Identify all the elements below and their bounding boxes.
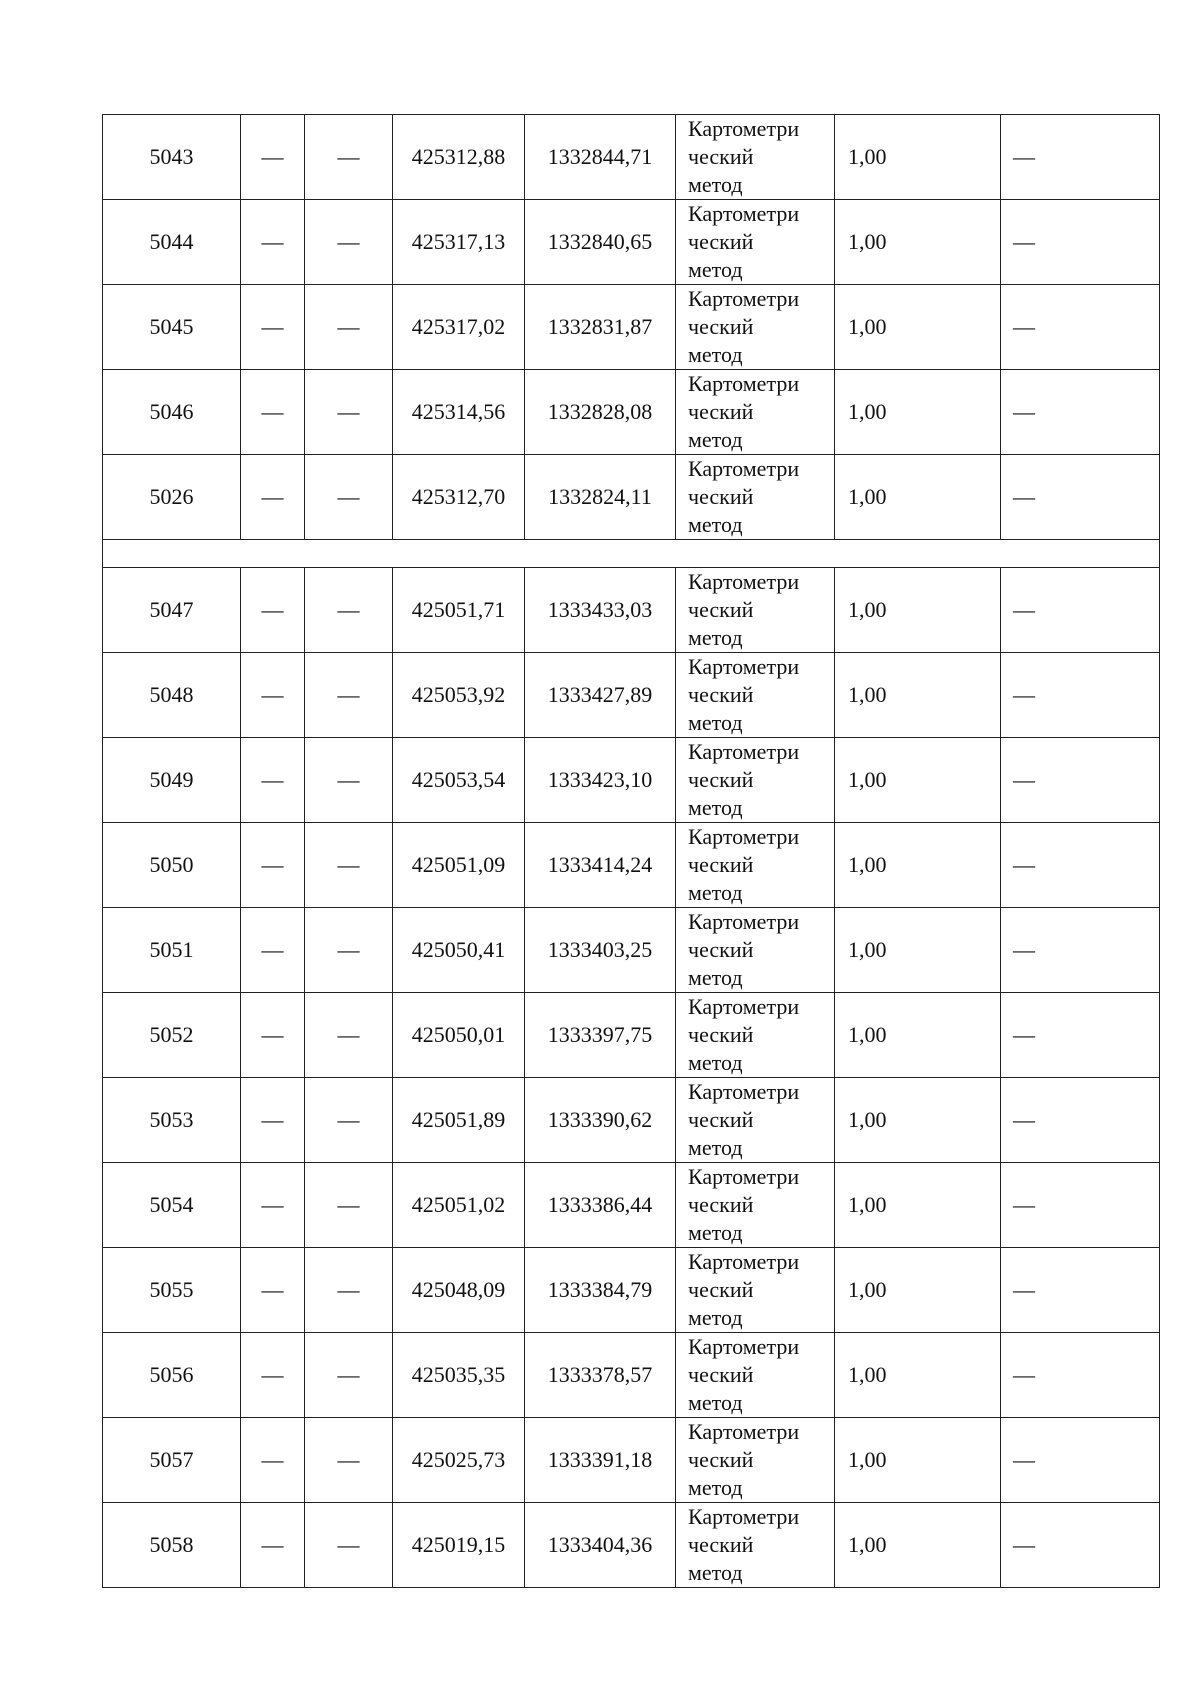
y-coordinate-cell: 1333404,36 — [525, 1503, 676, 1588]
method-text-line: метод — [688, 1305, 743, 1330]
method-text-line: метод — [688, 172, 743, 197]
method-text-line: метод — [688, 1390, 743, 1415]
accuracy-cell: 1,00 — [835, 993, 1001, 1078]
method-text-line: метод — [688, 1135, 743, 1160]
dash-cell: — — [305, 738, 393, 823]
x-coordinate-cell: 425317,02 — [393, 285, 525, 370]
method-text-line: метод — [688, 625, 743, 650]
method-text-line: метод — [688, 427, 743, 452]
table-row — [103, 908, 1160, 993]
method-text-line: метод — [688, 342, 743, 367]
dash-cell: — — [241, 1418, 305, 1503]
dash-cell: — — [305, 1418, 393, 1503]
y-coordinate-cell: 1332828,08 — [525, 370, 676, 455]
coordinates-table — [102, 114, 1160, 1588]
dash-cell: — — [305, 1248, 393, 1333]
method-cell — [676, 1418, 835, 1503]
method-text-line: метод — [688, 880, 743, 905]
x-coordinate-cell: 425317,13 — [393, 200, 525, 285]
method-text-line: Картометри — [688, 994, 800, 1019]
method-text-line: ческий — [688, 1362, 754, 1387]
point-number-cell: 5051 — [103, 908, 241, 993]
x-coordinate-cell: 425314,56 — [393, 370, 525, 455]
accuracy-cell: 1,00 — [835, 1333, 1001, 1418]
accuracy-cell: 1,00 — [835, 1078, 1001, 1163]
dash-cell: — — [305, 1078, 393, 1163]
point-number-cell: 5058 — [103, 1503, 241, 1588]
method-text-line: ческий — [688, 1447, 754, 1472]
method-cell — [676, 115, 835, 200]
table-row — [103, 993, 1160, 1078]
dash-cell: — — [305, 115, 393, 200]
method-text-line: Картометри — [688, 456, 800, 481]
dash-cell: — — [241, 1503, 305, 1588]
dash-cell: — — [1001, 115, 1160, 200]
dash-cell: — — [305, 823, 393, 908]
y-coordinate-cell: 1333423,10 — [525, 738, 676, 823]
y-coordinate-cell: 1332831,87 — [525, 285, 676, 370]
dash-cell: — — [241, 455, 305, 540]
dash-cell: — — [241, 285, 305, 370]
accuracy-cell: 1,00 — [835, 370, 1001, 455]
accuracy-cell: 1,00 — [835, 653, 1001, 738]
method-text-line: ческий — [688, 1277, 754, 1302]
method-cell — [676, 568, 835, 653]
x-coordinate-cell: 425053,92 — [393, 653, 525, 738]
y-coordinate-cell: 1332824,11 — [525, 455, 676, 540]
accuracy-cell: 1,00 — [835, 455, 1001, 540]
dash-cell: — — [1001, 1333, 1160, 1418]
method-text-line: метод — [688, 965, 743, 990]
table-row — [103, 1333, 1160, 1418]
point-number-cell: 5045 — [103, 285, 241, 370]
accuracy-cell: 1,00 — [835, 1163, 1001, 1248]
dash-cell: — — [305, 455, 393, 540]
table-row — [103, 455, 1160, 540]
y-coordinate-cell: 1333391,18 — [525, 1418, 676, 1503]
dash-cell: — — [305, 200, 393, 285]
dash-cell: — — [241, 653, 305, 738]
method-text-line: Картометри — [688, 1079, 800, 1104]
dash-cell: — — [1001, 200, 1160, 285]
dash-cell: — — [241, 370, 305, 455]
method-cell — [676, 1333, 835, 1418]
y-coordinate-cell: 1333384,79 — [525, 1248, 676, 1333]
method-text-line: метод — [688, 257, 743, 282]
method-cell — [676, 200, 835, 285]
dash-cell: — — [305, 285, 393, 370]
method-text-line: Картометри — [688, 1164, 800, 1189]
method-text-line: Картометри — [688, 909, 800, 934]
method-text-line: Картометри — [688, 824, 800, 849]
dash-cell: — — [241, 115, 305, 200]
dash-cell: — — [241, 1163, 305, 1248]
x-coordinate-cell: 425053,54 — [393, 738, 525, 823]
dash-cell: — — [305, 1163, 393, 1248]
method-cell — [676, 285, 835, 370]
table-row — [103, 823, 1160, 908]
table-row — [103, 1418, 1160, 1503]
method-text-line: ческий — [688, 399, 754, 424]
dash-cell: — — [1001, 738, 1160, 823]
table-row — [103, 200, 1160, 285]
point-number-cell: 5026 — [103, 455, 241, 540]
x-coordinate-cell: 425025,73 — [393, 1418, 525, 1503]
dash-cell: — — [1001, 1503, 1160, 1588]
method-text-line: Картометри — [688, 1419, 800, 1444]
method-text-line: Картометри — [688, 116, 800, 141]
method-text-line: Картометри — [688, 201, 800, 226]
x-coordinate-cell: 425051,09 — [393, 823, 525, 908]
point-number-cell: 5050 — [103, 823, 241, 908]
table-row — [103, 115, 1160, 200]
dash-cell: — — [241, 993, 305, 1078]
dash-cell: — — [1001, 370, 1160, 455]
y-coordinate-cell: 1332844,71 — [525, 115, 676, 200]
accuracy-cell: 1,00 — [835, 1248, 1001, 1333]
point-number-cell: 5053 — [103, 1078, 241, 1163]
dash-cell: — — [241, 568, 305, 653]
method-text-line: Картометри — [688, 654, 800, 679]
table-row — [103, 1503, 1160, 1588]
x-coordinate-cell: 425050,01 — [393, 993, 525, 1078]
y-coordinate-cell: 1333378,57 — [525, 1333, 676, 1418]
method-text-line: метод — [688, 795, 743, 820]
method-text-line: Картометри — [688, 1249, 800, 1274]
x-coordinate-cell: 425035,35 — [393, 1333, 525, 1418]
point-number-cell: 5057 — [103, 1418, 241, 1503]
y-coordinate-cell: 1333386,44 — [525, 1163, 676, 1248]
dash-cell: — — [1001, 455, 1160, 540]
dash-cell: — — [241, 738, 305, 823]
method-text-line: метод — [688, 1560, 743, 1585]
separator-cell — [103, 540, 1160, 568]
method-text-line: метод — [688, 512, 743, 537]
method-text-line: Картометри — [688, 1504, 800, 1529]
method-text-line: ческий — [688, 144, 754, 169]
method-cell — [676, 908, 835, 993]
method-text-line: ческий — [688, 229, 754, 254]
method-text-line: Картометри — [688, 371, 800, 396]
method-text-line: ческий — [688, 767, 754, 792]
table-row — [103, 285, 1160, 370]
section-separator-row — [103, 540, 1160, 568]
method-text-line: Картометри — [688, 286, 800, 311]
x-coordinate-cell: 425051,71 — [393, 568, 525, 653]
y-coordinate-cell: 1333403,25 — [525, 908, 676, 993]
method-cell — [676, 653, 835, 738]
table-row — [103, 1078, 1160, 1163]
method-text-line: ческий — [688, 484, 754, 509]
method-text-line: ческий — [688, 937, 754, 962]
dash-cell: — — [305, 908, 393, 993]
method-cell — [676, 738, 835, 823]
table-row — [103, 1248, 1160, 1333]
table-row — [103, 653, 1160, 738]
method-text-line: ческий — [688, 852, 754, 877]
dash-cell: — — [241, 1333, 305, 1418]
dash-cell: — — [241, 823, 305, 908]
dash-cell: — — [1001, 285, 1160, 370]
accuracy-cell: 1,00 — [835, 115, 1001, 200]
method-cell — [676, 823, 835, 908]
table-row — [103, 370, 1160, 455]
x-coordinate-cell: 425050,41 — [393, 908, 525, 993]
method-text-line: ческий — [688, 1107, 754, 1132]
dash-cell: — — [241, 200, 305, 285]
method-cell — [676, 1163, 835, 1248]
y-coordinate-cell: 1333427,89 — [525, 653, 676, 738]
y-coordinate-cell: 1332840,65 — [525, 200, 676, 285]
dash-cell: — — [1001, 1248, 1160, 1333]
method-cell — [676, 993, 835, 1078]
method-text-line: ческий — [688, 597, 754, 622]
dash-cell: — — [305, 993, 393, 1078]
dash-cell: — — [305, 653, 393, 738]
method-text-line: ческий — [688, 1022, 754, 1047]
point-number-cell: 5056 — [103, 1333, 241, 1418]
method-text-line: Картометри — [688, 569, 800, 594]
point-number-cell: 5046 — [103, 370, 241, 455]
dash-cell: — — [305, 1333, 393, 1418]
method-cell — [676, 370, 835, 455]
dash-cell: — — [241, 908, 305, 993]
dash-cell: — — [1001, 568, 1160, 653]
dash-cell: — — [1001, 823, 1160, 908]
accuracy-cell: 1,00 — [835, 568, 1001, 653]
method-text-line: ческий — [688, 1532, 754, 1557]
method-text-line: ческий — [688, 1192, 754, 1217]
dash-cell: — — [305, 568, 393, 653]
accuracy-cell: 1,00 — [835, 200, 1001, 285]
dash-cell: — — [1001, 1078, 1160, 1163]
x-coordinate-cell: 425019,15 — [393, 1503, 525, 1588]
method-text-line: ческий — [688, 682, 754, 707]
dash-cell: — — [1001, 908, 1160, 993]
accuracy-cell: 1,00 — [835, 285, 1001, 370]
y-coordinate-cell: 1333433,03 — [525, 568, 676, 653]
dash-cell: — — [241, 1078, 305, 1163]
accuracy-cell: 1,00 — [835, 823, 1001, 908]
method-text-line: ческий — [688, 314, 754, 339]
x-coordinate-cell: 425051,89 — [393, 1078, 525, 1163]
x-coordinate-cell: 425051,02 — [393, 1163, 525, 1248]
y-coordinate-cell: 1333397,75 — [525, 993, 676, 1078]
dash-cell: — — [241, 1248, 305, 1333]
table-row — [103, 568, 1160, 653]
accuracy-cell: 1,00 — [835, 908, 1001, 993]
table-row — [103, 1163, 1160, 1248]
point-number-cell: 5055 — [103, 1248, 241, 1333]
accuracy-cell: 1,00 — [835, 738, 1001, 823]
method-text-line: метод — [688, 1475, 743, 1500]
point-number-cell: 5044 — [103, 200, 241, 285]
accuracy-cell: 1,00 — [835, 1503, 1001, 1588]
method-text-line: Картометри — [688, 739, 800, 764]
method-cell — [676, 455, 835, 540]
point-number-cell: 5048 — [103, 653, 241, 738]
dash-cell: — — [1001, 653, 1160, 738]
dash-cell: — — [1001, 993, 1160, 1078]
accuracy-cell: 1,00 — [835, 1418, 1001, 1503]
method-text-line: метод — [688, 1220, 743, 1245]
dash-cell: — — [1001, 1163, 1160, 1248]
method-cell — [676, 1078, 835, 1163]
method-text-line: метод — [688, 710, 743, 735]
dash-cell: — — [305, 370, 393, 455]
point-number-cell: 5052 — [103, 993, 241, 1078]
point-number-cell: 5047 — [103, 568, 241, 653]
method-cell — [676, 1248, 835, 1333]
point-number-cell: 5054 — [103, 1163, 241, 1248]
point-number-cell: 5043 — [103, 115, 241, 200]
method-text-line: Картометри — [688, 1334, 800, 1359]
dash-cell: — — [1001, 1418, 1160, 1503]
x-coordinate-cell: 425048,09 — [393, 1248, 525, 1333]
dash-cell: — — [305, 1503, 393, 1588]
y-coordinate-cell: 1333414,24 — [525, 823, 676, 908]
x-coordinate-cell: 425312,88 — [393, 115, 525, 200]
point-number-cell: 5049 — [103, 738, 241, 823]
y-coordinate-cell: 1333390,62 — [525, 1078, 676, 1163]
method-cell — [676, 1503, 835, 1588]
table-row — [103, 738, 1160, 823]
method-text-line: метод — [688, 1050, 743, 1075]
x-coordinate-cell: 425312,70 — [393, 455, 525, 540]
